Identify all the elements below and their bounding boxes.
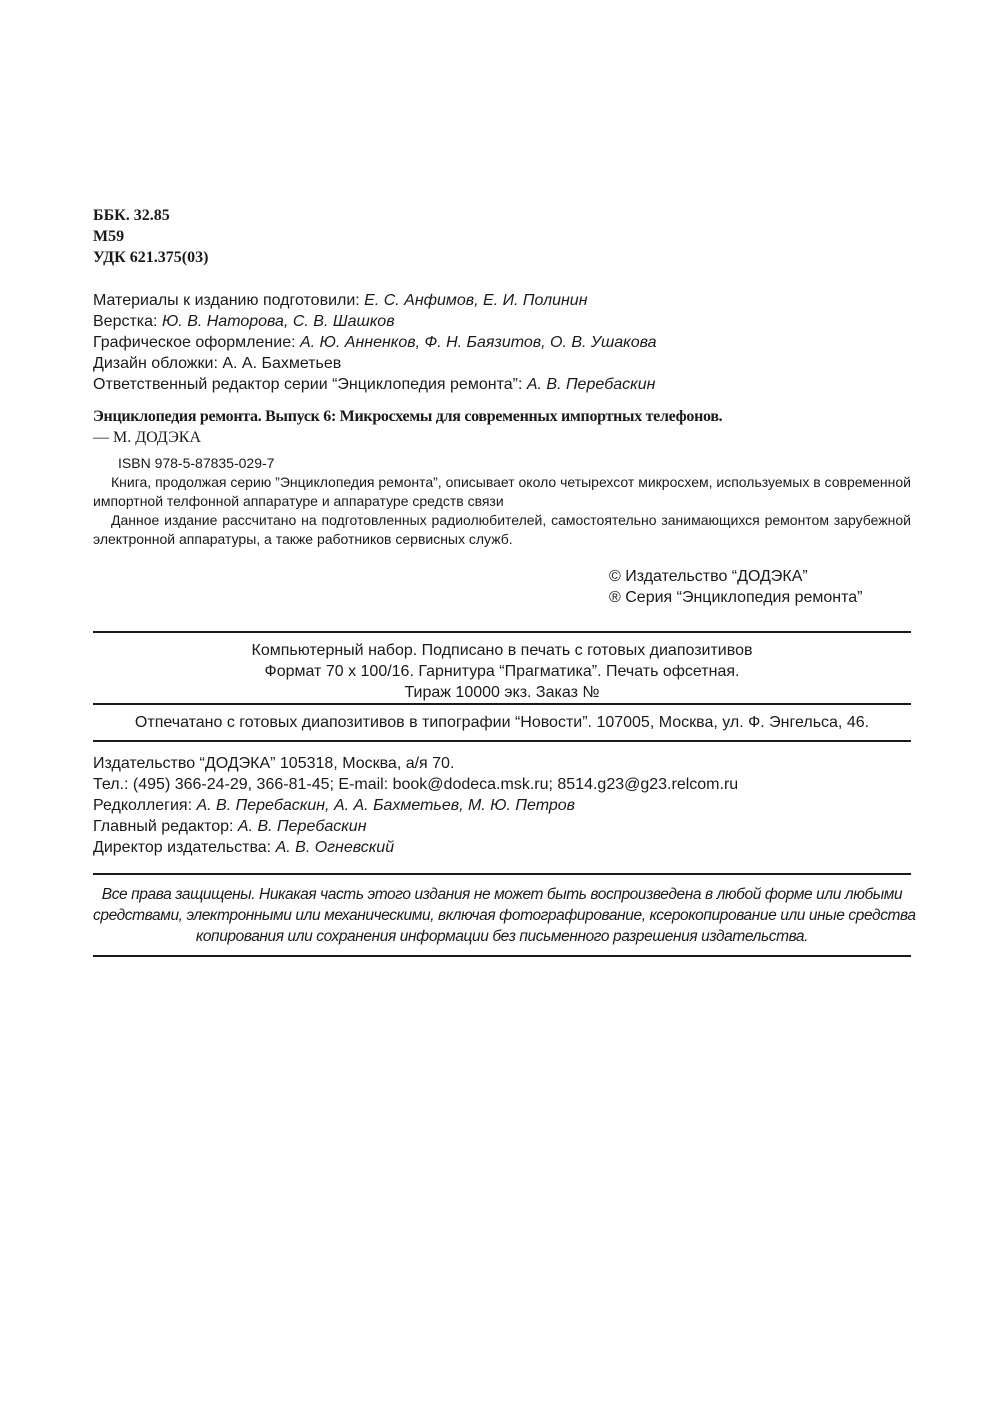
publisher-block [93,753,738,858]
divider [93,631,911,633]
credit-materials: Материалы к изданию подготовили: Е. С. Анфимов, Е. И. Полинин [93,292,588,309]
rights-line: Все права защищены. Никакая часть этого издания не может быть воспроизведена в любой форме или любыми [101,886,903,903]
divider [93,740,911,742]
registered-series: ® Серия “Энциклопедия ремонта” [609,589,863,606]
credits-block [93,290,657,395]
rights-line: средствами, электронными или механическими, включая фотографирование, ксерокопирование или иные средства [93,907,916,924]
annotation-block [93,454,911,549]
author-mark: М59 [93,228,125,245]
rights-line: копирования или сохранения информации без письменного разрешения издательства. [195,928,809,945]
credit-series-editor: Ответственный редактор серии “Энциклопедия ремонта”: А. В. Перебаскин [93,376,656,393]
editorial-board: Редколлегия: А. В. Перебаскин, А. А. Бахметьев, М. Ю. Петров [93,797,576,814]
divider [93,873,911,875]
publishing-director: Директор издательства: А. В. Огневский [93,839,395,856]
annotation-paragraph: Данное издание рассчитано на подготовленных радиолюбителей, самостоятельно занимающихся ремонтом зарубежной электронной аппаратуры, а также работников сервисных служб. [93,512,911,547]
classification-block [93,205,208,268]
credit-cover-design: Дизайн обложки: А. А. Бахметьев [93,355,342,372]
copyright-block [609,566,863,608]
printer-info: Отпечатано с готовых диапозитивов в типографии “Новости”. 107005, Москва, ул. Ф. Энгельса, 46. [134,714,870,731]
publisher-contacts: Тел.: (495) 366-24-29, 366-81-45; E-mail: book@dodeca.msk.ru; 8514.g23@g23.relcom.ru [93,776,739,793]
copyright-publisher: © Издательство “ДОДЭКА” [609,568,808,585]
city-publisher: — М. ДОДЭКА [93,429,201,446]
annotation-paragraph: Книга, продолжая серию ”Энциклопедия ремонта”, описывает около четырехсот микросхем, используемых в современной импортной телфонной аппаратуре и аппаратуре средств связи [93,474,911,509]
divider [93,955,911,957]
bbk-code: ББК. 32.85 [93,207,170,224]
rights-notice [93,884,916,947]
book-title-block [93,406,722,448]
divider [93,703,911,705]
print-details-line: Формат 70 х 100/16. Гарнитура “Прагматика”. Печать офсетная. [264,663,740,680]
udk-code: УДК 621.375(03) [93,249,209,266]
credit-graphics: Графическое оформление: А. Ю. Анненков, Ф. Н. Баязитов, О. В. Ушакова [93,334,657,351]
print-details-line: Компьютерный набор. Подписано в печать с готовых диапозитивов [251,642,753,659]
isbn: ISBN 978-5-87835-029-7 [118,455,275,471]
credit-layout: Верстка: Ю. В. Наторова, С. В. Шашков [93,313,395,330]
print-details [93,640,911,703]
print-details-line: Тираж 10000 экз. Заказ № [404,684,600,701]
chief-editor: Главный редактор: А. В. Перебаскин [93,818,367,835]
publisher-address: Издательство “ДОДЭКА” 105318, Москва, а/я 70. [93,755,455,772]
book-title: Энциклопедия ремонта. Выпуск 6: Микросхемы для современных импортных телефонов. [93,408,723,425]
